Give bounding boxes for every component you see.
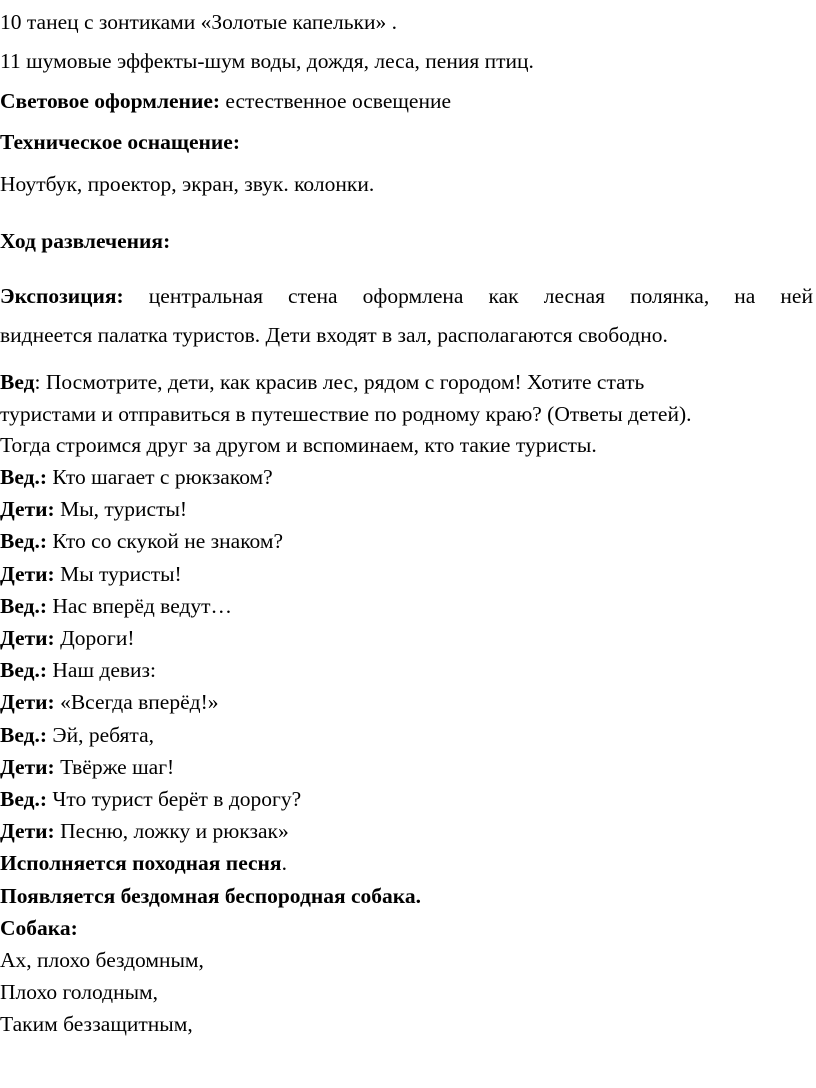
dialogue-text: Мы, туристы!	[54, 497, 188, 521]
speaker-label: Дети:	[0, 626, 55, 650]
dialogue-line	[0, 786, 813, 812]
dialogue-text: Кто со скукой не знаком?	[47, 529, 284, 553]
dialogue-text: Эй, ребята,	[47, 723, 155, 747]
lighting-heading: Световое оформление:	[0, 89, 221, 113]
dialogue-line	[0, 689, 813, 715]
equipment-text: Ноутбук, проектор, экран, звук. колонки.	[0, 172, 375, 196]
speaker-label: Дети:	[0, 819, 55, 843]
speaker-label: Вед	[0, 370, 35, 394]
speaker-label: Вед.:	[0, 787, 48, 811]
dialogue-line	[0, 528, 813, 554]
exposition-heading: Экспозиция:	[0, 284, 124, 308]
dialogue-line	[0, 496, 813, 522]
course-heading: Ход развлечения:	[0, 229, 171, 253]
poem-line-2: Плохо голодным,	[0, 980, 159, 1004]
stage-direction-song	[0, 850, 813, 876]
speaker-label: Вед.:	[0, 594, 48, 618]
stage-direction-period: .	[281, 851, 287, 875]
host-intro-text: : Посмотрите, дети, как красив лес, рядом с городом! Хотите стать	[34, 370, 645, 394]
dialogue-text: Наш девиз:	[47, 658, 156, 682]
host-intro-end: Тогда строимся друг за другом и вспоминаем, кто такие туристы.	[0, 433, 597, 457]
equipment-heading-line	[0, 129, 813, 155]
dialogue-line	[0, 561, 813, 587]
dialogue-text: «Всегда вперёд!»	[54, 690, 219, 714]
dialogue-line	[0, 657, 813, 683]
speaker-label: Дети:	[0, 755, 55, 779]
dialogue-line	[0, 593, 813, 619]
dialogue-text: Мы туристы!	[54, 562, 182, 586]
speaker-label: Дети:	[0, 497, 55, 521]
dialogue-line	[0, 754, 813, 780]
poem-line-3: Таким беззащитным,	[0, 1012, 193, 1036]
exposition-line	[0, 283, 813, 309]
host-intro-line	[0, 369, 813, 395]
dialogue-line	[0, 464, 813, 490]
equipment-heading: Техническое оснащение:	[0, 130, 241, 154]
program-item-11: 11 шумовые эффекты-шум воды, дождя, леса, пения птиц.	[0, 49, 534, 73]
host-intro-continuation: туристами и отправиться в путешествие по родному краю? (Ответы детей).	[0, 402, 692, 426]
dialogue-text: Твёрже шаг!	[54, 755, 175, 779]
lighting-line	[0, 88, 813, 114]
dialogue-text: Дороги!	[54, 626, 135, 650]
dog-speaker-line	[0, 915, 813, 941]
dialogue-text: Нас вперёд ведут…	[47, 594, 233, 618]
dialogue-line	[0, 818, 813, 844]
speaker-label: Вед.:	[0, 465, 48, 489]
course-heading-line	[0, 228, 813, 254]
poem-line-1: Ах, плохо бездомным,	[0, 948, 204, 972]
dialogue-text: Песню, ложку и рюкзак»	[54, 819, 289, 843]
stage-direction-text: Исполняется походная песня	[0, 851, 282, 875]
speaker-label: Дети:	[0, 562, 55, 586]
dialogue-line	[0, 722, 813, 748]
lighting-text: естественное освещение	[220, 89, 452, 113]
speaker-label: Вед.:	[0, 529, 48, 553]
exposition-text: центральная стена оформлена как лесная полянка, на ней	[123, 284, 813, 308]
speaker-label: Дети:	[0, 690, 55, 714]
dialogue-text: Что турист берёт в дорогу?	[47, 787, 302, 811]
dialogue-text: Кто шагает с рюкзаком?	[47, 465, 273, 489]
speaker-label: Вед.:	[0, 723, 48, 747]
stage-direction-dog	[0, 883, 813, 909]
exposition-continuation: виднеется палатка туристов. Дети входят в зал, располагаются свободно.	[0, 323, 668, 347]
speaker-label: Собака:	[0, 916, 78, 940]
program-item-10: 10 танец с зонтиками «Золотые капельки» .	[0, 10, 397, 34]
speaker-label: Вед.:	[0, 658, 48, 682]
stage-direction-text: Появляется бездомная беспородная собака.	[0, 884, 421, 908]
dialogue-line	[0, 625, 813, 651]
